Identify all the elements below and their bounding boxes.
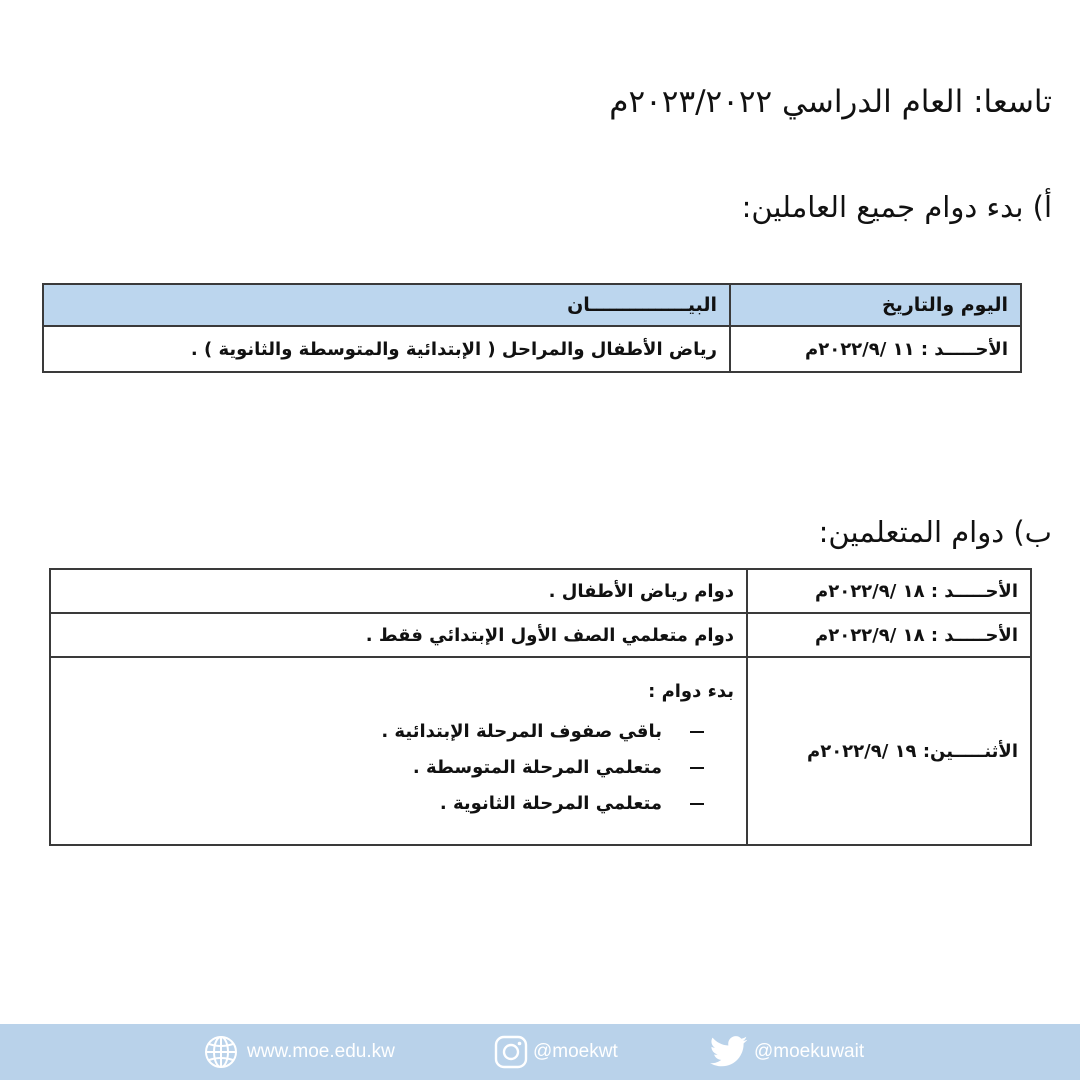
start-label: بدء دوام :: [648, 680, 734, 702]
footer-bar: [0, 1024, 1080, 1080]
list-item: [63, 714, 704, 750]
list-item: [63, 750, 704, 786]
twitter-text: @moekuwait: [754, 1041, 865, 1062]
row-description: رياض الأطفال والمراحل ( الإبتدائية والمتوسطة والثانوية ) .: [43, 326, 730, 372]
table-row: [50, 657, 1031, 845]
instagram-icon: [493, 1034, 529, 1070]
page-title: تاسعا: العام الدراسي ٢٠٢٣/٢٠٢٢م: [609, 84, 1052, 120]
list-item-label: متعلمي المرحلة المتوسطة .: [412, 757, 662, 778]
list-item: [63, 786, 704, 822]
row-description: دوام متعلمي الصف الأول الإبتدائي فقط .: [50, 613, 747, 657]
table-header-row: [43, 284, 1021, 326]
staff-schedule-table: [42, 283, 1022, 373]
table-row: [50, 613, 1031, 657]
stage-list: [63, 714, 734, 822]
header-description: البيـــــــــــــــان: [43, 284, 730, 326]
twitter-icon: [710, 1036, 748, 1068]
row-date: الأحـــــد : ١١ /٢٠٢٢/٩م: [730, 326, 1021, 372]
footer-twitter-link[interactable]: [710, 1024, 864, 1080]
list-item-label: متعلمي المرحلة الثانوية .: [439, 793, 662, 814]
dash-bullet: [690, 731, 704, 733]
footer-instagram-link[interactable]: [493, 1024, 618, 1080]
header-date: اليوم والتاريخ: [730, 284, 1021, 326]
section-a-heading: أ) بدء دوام جميع العاملين:: [741, 190, 1052, 224]
students-schedule-table: [49, 568, 1032, 846]
dash-bullet: [690, 767, 704, 769]
row-date: الأحـــــد : ١٨ /٢٠٢٢/٩م: [747, 613, 1031, 657]
row-date: الأثنـــــين: ١٩ /٢٠٢٢/٩م: [747, 657, 1031, 845]
list-item-label: باقي صفوف المرحلة الإبتدائية .: [381, 721, 662, 742]
dash-bullet: [690, 803, 704, 805]
row-description: [50, 657, 747, 845]
instagram-text: @moekwt: [533, 1041, 618, 1062]
row-date: الأحـــــد : ١٨ /٢٠٢٢/٩م: [747, 569, 1031, 613]
footer-website-link[interactable]: [203, 1024, 395, 1080]
section-b-heading: ب) دوام المتعلمين:: [818, 515, 1052, 549]
website-text: www.moe.edu.kw: [247, 1041, 395, 1062]
globe-icon: [203, 1034, 239, 1070]
row-description: دوام رياض الأطفال .: [50, 569, 747, 613]
table-row: [43, 326, 1021, 372]
table-row: [50, 569, 1031, 613]
